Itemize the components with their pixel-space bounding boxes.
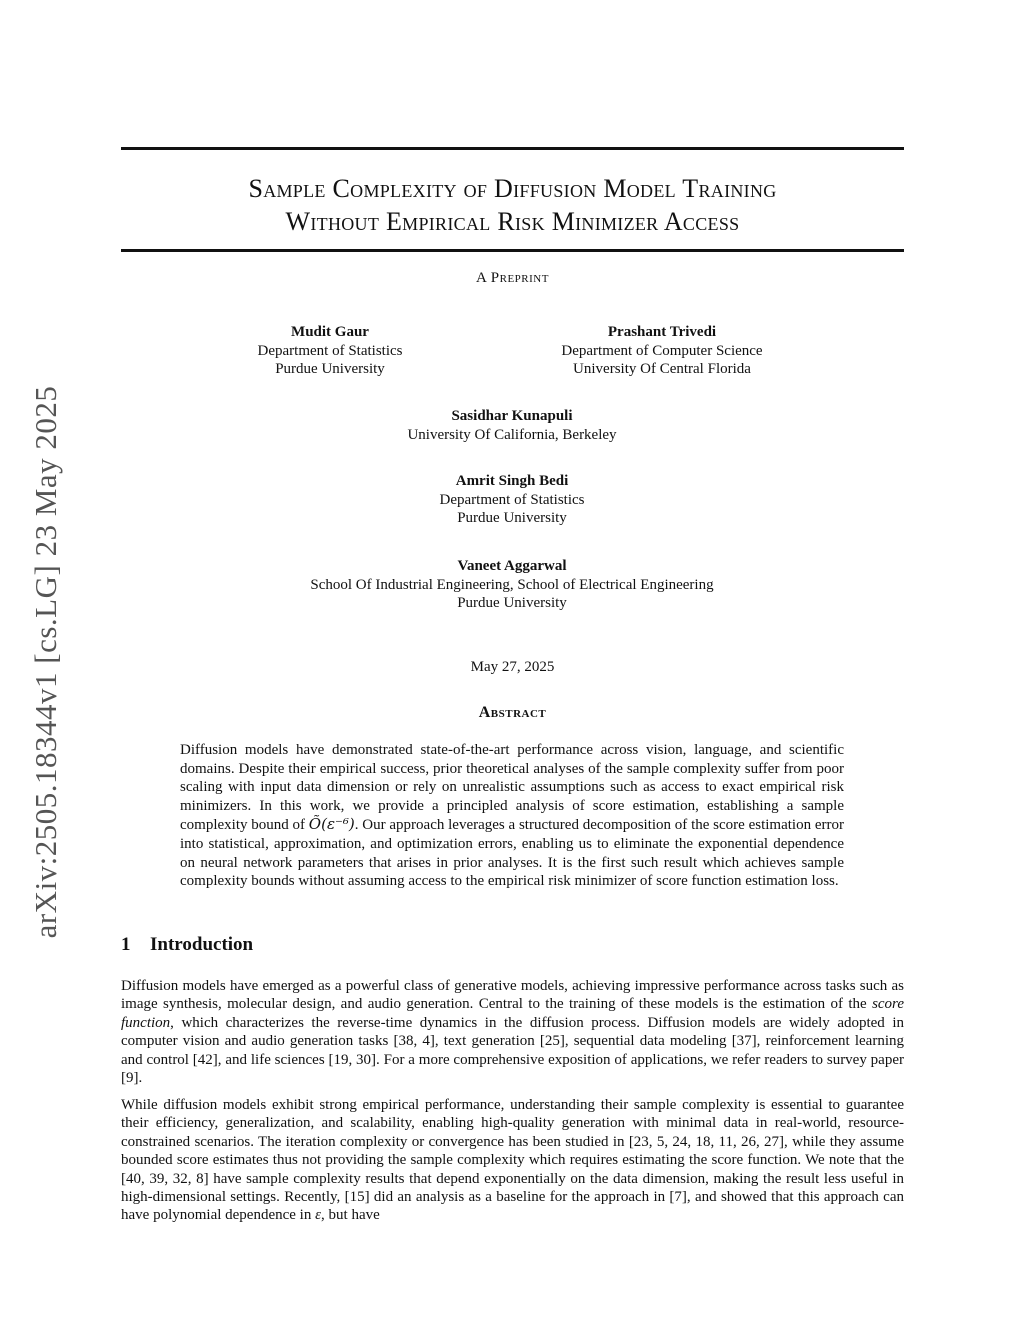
author-affiliation: Department of Computer Science xyxy=(561,342,763,359)
author-block-4 xyxy=(312,472,712,528)
author-block-2 xyxy=(512,323,812,379)
author-block-3 xyxy=(312,407,712,444)
title-line-1: Sample Complexity of Diffusion Model Training xyxy=(248,174,777,203)
paragraph-text: , which characterizes the reverse-time dynamics in the diffusion process. Diffusion models are widely adopted in computer vision and audio generation tasks [38, 4], text generation [25], sequential data modeling [37], reinforcement learning and control [42], and life sciences [19, 30]. For a more comprehensive exposition of applications, we refer readers to survey paper [9]. xyxy=(121,1014,904,1087)
abstract-text xyxy=(180,741,844,891)
arxiv-stamp: arXiv:2505.18344v1 [cs.LG] 23 May 2025 xyxy=(28,385,63,939)
author-affiliation: Department of Statistics xyxy=(257,342,403,359)
title-rule-bottom xyxy=(121,249,904,252)
author-name: Sasidhar Kunapuli xyxy=(451,408,573,424)
section-heading-introduction xyxy=(121,934,253,956)
abstract-text-part: . Our approach leverages a structured decomposition of the score estimation error into statistical, approximation, and optimization errors, enabling us to eliminate the exponential dependence on neural network parameters that arises in prior analyses. It is the first such result which achieves sample complexity bounds without assuming access to the empirical risk minimizer of score function estimation loss. xyxy=(180,817,844,890)
author-name: Vaneet Aggarwal xyxy=(457,558,567,574)
abstract-heading: Abstract xyxy=(478,704,547,721)
author-affiliation: School Of Industrial Engineering, School of Electrical Engineering xyxy=(310,576,714,593)
author-affiliation: University Of Central Florida xyxy=(573,361,751,377)
paragraph-text: Diffusion models have emerged as a powerful class of generative models, achieving impressive performance across tasks such as image synthesis, molecular design, and audio generation. Central to the training of these models is the estimation of the xyxy=(121,978,904,1013)
author-name: Mudit Gaur xyxy=(291,324,369,340)
publication-date: May 27, 2025 xyxy=(470,659,555,675)
author-name: Prashant Trivedi xyxy=(607,324,717,340)
abstract-text-part: Diffusion models have demonstrated state-of-the-art performance across vision, language, and scientific domains. Despite their empirical success, prior theoretical analyses of the sample complexity suffer from poor scaling with input data dimension or rely on unrealistic assumptions such as access to exact empirical risk minimizers. In this work, we provide a principled analysis of score estimation, establishing a sample complexity bound of xyxy=(180,742,844,834)
epsilon-symbol: ε xyxy=(315,1207,322,1224)
author-block-5 xyxy=(212,557,812,613)
author-name: Amrit Singh Bedi xyxy=(455,473,569,489)
preprint-label: A Preprint xyxy=(476,270,549,286)
paper-title xyxy=(121,172,904,238)
title-rule-top xyxy=(121,147,904,150)
section-title: Introduction xyxy=(150,934,254,955)
complexity-bound-math: Õ(ε⁻⁶) xyxy=(308,815,355,834)
author-affiliation: Purdue University xyxy=(457,510,567,526)
author-affiliation: University Of California, Berkeley xyxy=(407,426,617,443)
intro-paragraph-2 xyxy=(121,1096,904,1225)
intro-paragraph-1 xyxy=(121,977,904,1087)
author-affiliation: Purdue University xyxy=(275,361,385,377)
title-line-2: Without Empirical Risk Minimizer Access xyxy=(285,207,740,236)
author-block-1 xyxy=(200,323,460,379)
section-number: 1 xyxy=(121,934,131,955)
author-affiliation: Department of Statistics xyxy=(439,491,585,508)
author-affiliation: Purdue University xyxy=(457,595,567,611)
emphasis-score-function: score function xyxy=(121,996,904,1031)
paragraph-text: While diffusion models exhibit strong empirical performance, understanding their sample complexity is essential to guarantee their efficiency, generalization, and scalability, enabling high-quality generation with minimal data in real-world, resource-constrained scenarios. The iteration complexity or convergence has been studied in [23, 5, 24, 18, 11, 26, 27], while they assume bounded score estimates thus not providing the sample complexity which requires estimating the score function. We note that the [40, 39, 32, 8] have sample complexity results that depend exponentially on the data dimension, making the result less useful in high-dimensional settings. Recently, [15] did an analysis as a baseline for the approach in [7], and showed that this approach can have polynomial dependence in xyxy=(121,1097,904,1224)
paragraph-text: , but have xyxy=(321,1207,380,1224)
